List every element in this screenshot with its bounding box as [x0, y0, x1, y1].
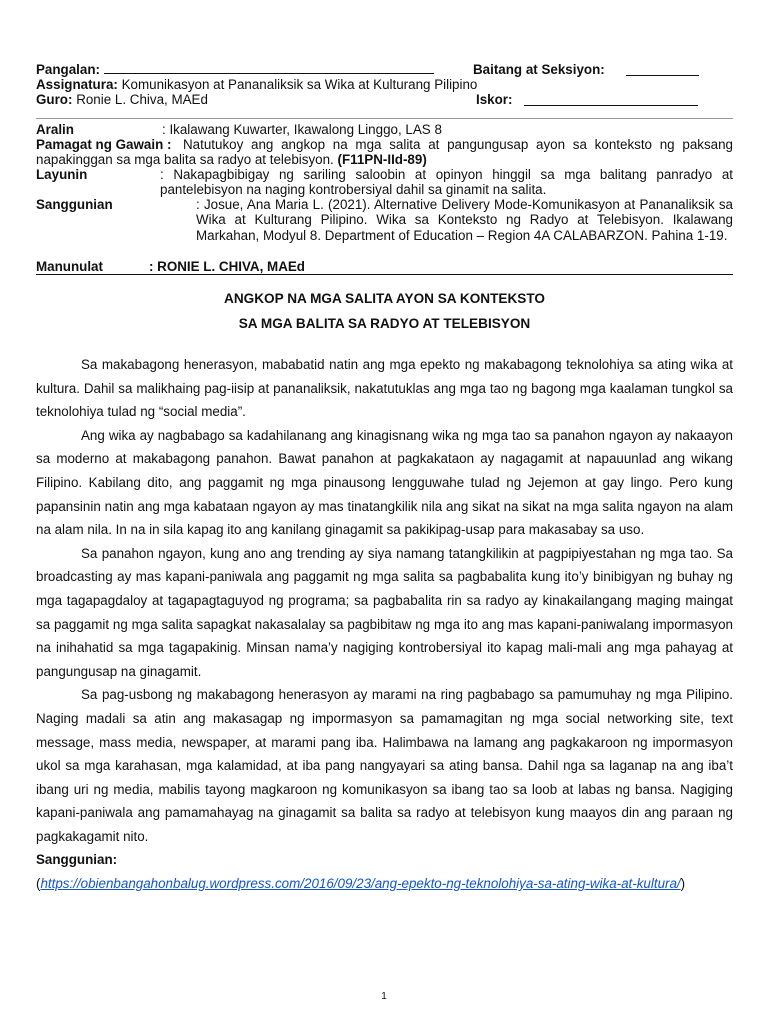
teacher-label: Guro: [36, 92, 73, 107]
name-blank[interactable] [104, 62, 434, 74]
teacher-row [36, 92, 736, 107]
pamagat-label: Pamagat ng Gawain : [36, 137, 172, 152]
pamagat-code: (F11PN-IId-89) [337, 152, 427, 168]
lesson-title [36, 286, 733, 336]
name-label: Pangalan: [36, 62, 100, 77]
paragraph-1: Sa makabagong henerasyon, mababatid natin ang mga epekto ng makabagong teknolohiya sa ating wika at kultura. Dahil sa malikhaing pag-iisip at pananaliksik, nakatutuklas ang mga tao ng bagong mga kaalaman tungkol sa teknolohiya tulad ng “social media”. [36, 357, 733, 420]
layunin-value: : Nakapagbibigay ng sariling saloobin at opinyon hinggil sa mga balitang panradyo at pantelebisyon na naging kontrobersiyal dahil sa ginamit na salita. [160, 167, 733, 198]
meta-divider [36, 274, 733, 275]
sanggunian-label: Sanggunian [36, 197, 113, 212]
layunin-value-wrap [160, 167, 733, 198]
subject-value: Komunikasyon at Pananaliksik sa Wika at Kulturang Pilipino [121, 77, 478, 92]
sanggunian-value: : Josue, Ana Maria L. (2021). Alternative Delivery Mode-Komunikasyon at Pananaliksik sa Wika at Kulturang Pilipino. Wika sa Konteksto ng Radyo at Telebisyon. Ikalawang Markahan, Modyul 8. Department of Education – Region 4A CALABARZON. Pahina 1-19. [196, 197, 733, 243]
source-citation [36, 872, 733, 896]
source-open-paren: ( [36, 876, 41, 892]
source-label: Sanggunian: [36, 852, 118, 868]
teacher-value: Ronie L. Chiva, MAEd [76, 92, 208, 107]
grade-label: Baitang at Seksiyon: [473, 62, 605, 77]
aralin-value: : Ikalawang Kuwarter, Ikawalong Linggo, LAS 8 [162, 122, 442, 137]
paragraph-2: Ang wika ay nagbabago sa kadahilanang ang kinagisnang wika ng mga tao sa panahon ngayon ay nakaayon sa moderno at makabagong panahon. Bawat panahon at pagkakataon ay nagagamit at napauunlad ang wikang Filipino. Kabilang dito, ang paggamit ng mga pinausong lengguwahe tulad ng Jejemon at gay lingo. Pero kung papansinin natin ang mga kabataan ngayon ay mas tinatangkilik nila ang sikat na sikat na mga salita ngayon na alam na alam nila. In na in sila kapag ito ang kanilang ginagamit sa pakikipag-usap para makasabay sa uso. [36, 427, 733, 538]
lesson-info [36, 122, 733, 272]
manunulat-label: Manunulat [36, 259, 103, 274]
header-divider [36, 118, 733, 119]
title-line-1: ANGKOP NA MGA SALITA AYON SA KONTEKSTO [224, 291, 545, 306]
manunulat-value: : RONIE L. CHIVA, MAEd [149, 259, 305, 274]
layunin-label: Layunin [36, 167, 88, 182]
pamagat-text [36, 137, 733, 168]
title-line-2: SA MGA BALITA SA RADYO AT TELEBISYON [238, 316, 531, 331]
name-row [36, 62, 736, 77]
score-label: Iskor: [476, 92, 513, 107]
score-blank[interactable] [524, 94, 698, 106]
pamagat-value: Natutukoy ang angkop na mga salita at pangungusap ayon sa konteksto ng paksang napakinggan sa mga balita sa radyo at telebisyon. [36, 137, 733, 168]
source-link[interactable]: https://obienbangahonbalug.wordpress.com/2016/09/23/ang-epekto-ng-teknolohiya-sa-ating-wika-at-kultura/ [40, 876, 681, 892]
paragraph-4: Sa pag-usbong ng makabagong henerasyon ay marami na ring pagbabago sa pamumuhay ng mga Pilipino. Naging madali sa atin ang makasagap ng impormasyon sa pamamagitan ng mga social networking site, text message, mass media, newspaper, at marami pang iba. Halimbawa na lamang ang pagkakaroon ng impormasyon ukol sa mga karahasan, mga kalamidad, at iba pang nangyayari sa ating bansa. Dahil nga sa laganap na ang iba’t ibang uri ng media, mabilis tayong magkaroon ng komunikasyon sa ibang tao sa loob at labas ng bansa. Nagiging kapani-paniwala ang pamamahayag na ginagamit sa balita sa radyo at telebisyon kung maayos din ang paraan ng pagkakagamit nito. [36, 687, 733, 844]
source-close-paren: ) [680, 876, 686, 892]
grade-blank[interactable] [626, 64, 699, 76]
sanggunian-value-wrap [196, 197, 733, 243]
aralin-label: Aralin [36, 122, 74, 137]
reading-text [36, 353, 733, 896]
paragraph-3: Sa panahon ngayon, kung ano ang trending ay siya namang tatangkilikin at pagpipiyestahan ng mga tao. Sa broadcasting ay mas kapani-paniwala ang paggamit ng mga salita sa pagbabalita kung ito’y binibigyan ng buhay ng mga tagapagdaloy at tagapagtaguyod ng programa; sa pagbabalita rin sa radyo ay kinakailangang maging maingat sa paggamit ng mga salita sapagkat nakasalalay sa pagbibitaw ng mga ito ang mas kapani-paniwalang impormasyon na inihahatid sa mga tagapakinig. Minsan nama’y nagiging kontrobersiyal ito kapag mali-mali ang mga pahayag at pangungusap na ginagamit. [36, 545, 733, 679]
subject-row [36, 77, 736, 92]
page-number: 1 [381, 991, 387, 1002]
subject-label: Assignatura: [36, 77, 118, 92]
